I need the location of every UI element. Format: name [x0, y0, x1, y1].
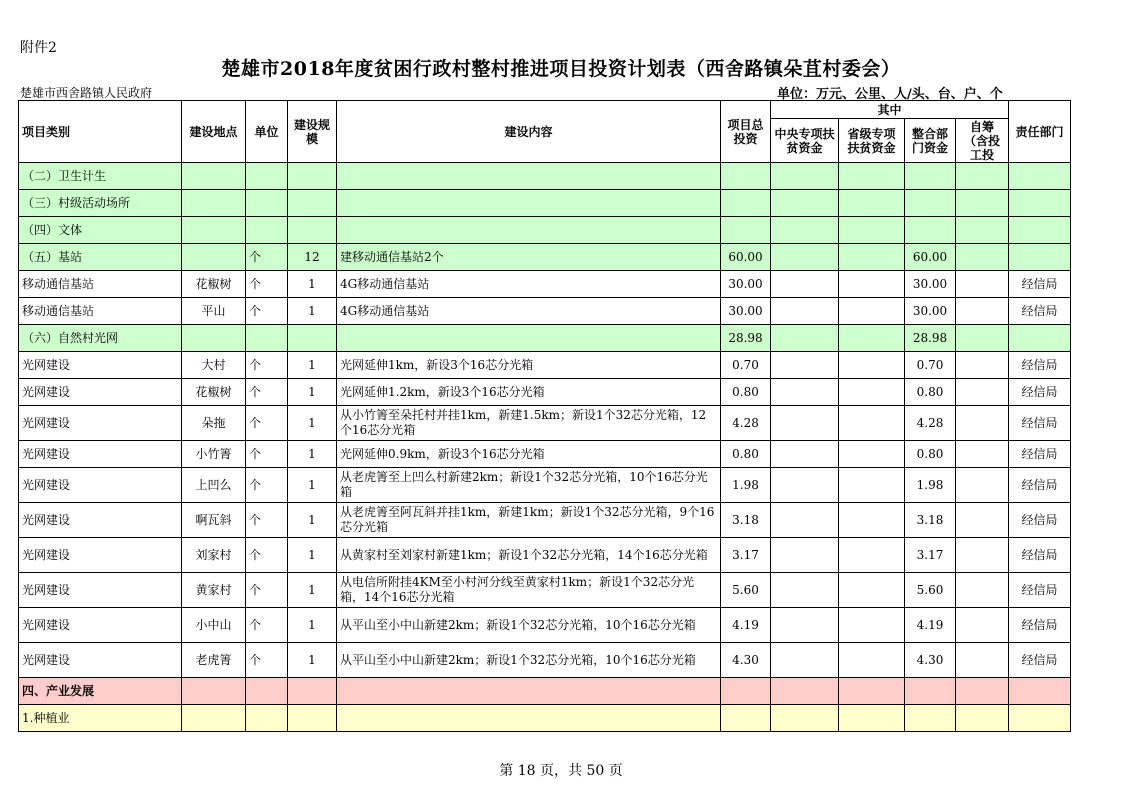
- cell-integrated: 28.98: [905, 325, 956, 352]
- cell-unit: 个: [246, 406, 288, 441]
- cell-category: 光网建设: [19, 608, 182, 643]
- cell-category: 1.种植业: [19, 705, 182, 732]
- unit-note: 单位：万元、公里、人/头、台、户、个: [777, 87, 1003, 102]
- cell-location: 老虎箐: [182, 643, 246, 678]
- cell-central: [771, 678, 839, 705]
- cell-dept: 经信局: [1009, 406, 1071, 441]
- cell-dept: 经信局: [1009, 643, 1071, 678]
- cell-provincial: [839, 271, 905, 298]
- cell-total: 4.30: [721, 643, 771, 678]
- cell-central: [771, 190, 839, 217]
- cell-content: [337, 217, 721, 244]
- cell-integrated: 0.80: [905, 441, 956, 468]
- cell-integrated: 3.18: [905, 503, 956, 538]
- cell-category: 光网建设: [19, 573, 182, 608]
- cell-central: [771, 573, 839, 608]
- table-row: [19, 538, 1071, 573]
- header-self: 自筹（含投工投: [956, 119, 1009, 163]
- investment-table: [18, 100, 1071, 732]
- cell-content: 从老虎箐至上凹么村新建2km；新设1个32芯分光箱，10个16芯分光箱: [337, 468, 721, 503]
- cell-provincial: [839, 190, 905, 217]
- cell-scale: [288, 190, 337, 217]
- cell-location: 花椒树: [182, 271, 246, 298]
- cell-content: 4G移动通信基站: [337, 298, 721, 325]
- cell-provincial: [839, 538, 905, 573]
- cell-integrated: [905, 678, 956, 705]
- cell-provincial: [839, 705, 905, 732]
- cell-central: [771, 441, 839, 468]
- cell-scale: 1: [288, 573, 337, 608]
- cell-dept: [1009, 325, 1071, 352]
- cell-integrated: [905, 163, 956, 190]
- cell-scale: [288, 705, 337, 732]
- cell-scale: 12: [288, 244, 337, 271]
- cell-self: [956, 271, 1009, 298]
- cell-location: 平山: [182, 298, 246, 325]
- cell-scale: 1: [288, 643, 337, 678]
- cell-content: 从电信所附挂4KM至小村河分线至黄家村1km；新设1个32芯分光箱，14个16芯分光箱: [337, 573, 721, 608]
- table-row: [19, 503, 1071, 538]
- cell-central: [771, 538, 839, 573]
- cell-dept: 经信局: [1009, 573, 1071, 608]
- cell-location: 黄家村: [182, 573, 246, 608]
- cell-central: [771, 271, 839, 298]
- cell-total: 0.80: [721, 379, 771, 406]
- cell-self: [956, 643, 1009, 678]
- cell-total: [721, 678, 771, 705]
- cell-self: [956, 608, 1009, 643]
- cell-provincial: [839, 379, 905, 406]
- cell-self: [956, 538, 1009, 573]
- cell-self: [956, 678, 1009, 705]
- cell-integrated: 60.00: [905, 244, 956, 271]
- table-row: [19, 608, 1071, 643]
- cell-category: （五）基站: [19, 244, 182, 271]
- cell-integrated: 4.28: [905, 406, 956, 441]
- table-row: [19, 352, 1071, 379]
- table-row: [19, 468, 1071, 503]
- cell-total: 4.19: [721, 608, 771, 643]
- cell-provincial: [839, 643, 905, 678]
- cell-total: 4.28: [721, 406, 771, 441]
- cell-total: [721, 217, 771, 244]
- cell-unit: 个: [246, 573, 288, 608]
- cell-dept: [1009, 217, 1071, 244]
- cell-dept: [1009, 705, 1071, 732]
- cell-integrated: 4.30: [905, 643, 956, 678]
- cell-scale: 1: [288, 271, 337, 298]
- table-row: [19, 271, 1071, 298]
- cell-scale: [288, 217, 337, 244]
- table-row: [19, 705, 1071, 732]
- cell-category: 光网建设: [19, 643, 182, 678]
- cell-content: 建移动通信基站2个: [337, 244, 721, 271]
- cell-content: 光网延伸0.9km，新设3个16芯分光箱: [337, 441, 721, 468]
- cell-content: [337, 705, 721, 732]
- table-row: [19, 643, 1071, 678]
- cell-location: 上凹么: [182, 468, 246, 503]
- cell-central: [771, 379, 839, 406]
- cell-provincial: [839, 298, 905, 325]
- cell-unit: [246, 163, 288, 190]
- cell-content: 光网延伸1km，新设3个16芯分光箱: [337, 352, 721, 379]
- cell-provincial: [839, 163, 905, 190]
- cell-provincial: [839, 573, 905, 608]
- cell-central: [771, 298, 839, 325]
- cell-total: 30.00: [721, 298, 771, 325]
- cell-integrated: 0.70: [905, 352, 956, 379]
- cell-scale: 1: [288, 298, 337, 325]
- cell-unit: 个: [246, 643, 288, 678]
- cell-category: （二）卫生计生: [19, 163, 182, 190]
- cell-scale: 1: [288, 503, 337, 538]
- cell-total: 0.80: [721, 441, 771, 468]
- cell-central: [771, 325, 839, 352]
- page-title: 楚雄市2018年度贫困行政村整村推进项目投资计划表（西舍路镇朵苴村委会）: [221, 58, 901, 80]
- cell-total: 3.18: [721, 503, 771, 538]
- cell-location: 小中山: [182, 608, 246, 643]
- cell-total: [721, 163, 771, 190]
- cell-location: 大村: [182, 352, 246, 379]
- cell-total: [721, 190, 771, 217]
- cell-provincial: [839, 608, 905, 643]
- cell-integrated: 30.00: [905, 298, 956, 325]
- cell-scale: 1: [288, 441, 337, 468]
- cell-provincial: [839, 352, 905, 379]
- cell-self: [956, 573, 1009, 608]
- page-footer: 第 18 页，共 50 页: [499, 763, 623, 779]
- cell-unit: 个: [246, 503, 288, 538]
- cell-category: （四）文体: [19, 217, 182, 244]
- organization-label: 楚雄市西舍路镇人民政府: [20, 86, 153, 100]
- cell-unit: 个: [246, 441, 288, 468]
- cell-content: 从平山至小中山新建2km；新设1个32芯分光箱，10个16芯分光箱: [337, 608, 721, 643]
- cell-integrated: 1.98: [905, 468, 956, 503]
- cell-provincial: [839, 325, 905, 352]
- cell-integrated: [905, 217, 956, 244]
- cell-content: [337, 190, 721, 217]
- cell-location: 刘家村: [182, 538, 246, 573]
- cell-dept: 经信局: [1009, 271, 1071, 298]
- cell-scale: [288, 163, 337, 190]
- cell-category: 光网建设: [19, 352, 182, 379]
- cell-dept: 经信局: [1009, 379, 1071, 406]
- cell-category: 移动通信基站: [19, 271, 182, 298]
- cell-unit: [246, 678, 288, 705]
- cell-central: [771, 352, 839, 379]
- cell-category: 四、产业发展: [19, 678, 182, 705]
- cell-category: 光网建设: [19, 441, 182, 468]
- header-unit: 单位: [246, 101, 288, 163]
- table-row: [19, 406, 1071, 441]
- header-central: 中央专项扶贫资金: [771, 119, 839, 163]
- cell-content: 从老虎箐至阿瓦斜并挂1km，新建1km；新设1个32芯分光箱，9个16芯分光箱: [337, 503, 721, 538]
- header-total: 项目总投资: [721, 101, 771, 163]
- cell-dept: 经信局: [1009, 441, 1071, 468]
- cell-category: 光网建设: [19, 406, 182, 441]
- cell-provincial: [839, 468, 905, 503]
- cell-central: [771, 163, 839, 190]
- cell-integrated: 3.17: [905, 538, 956, 573]
- cell-content: 光网延伸1.2km，新设3个16芯分光箱: [337, 379, 721, 406]
- table-row: [19, 190, 1071, 217]
- table-row: [19, 163, 1071, 190]
- header-integrated: 整合部门资金: [905, 119, 956, 163]
- table-row: [19, 217, 1071, 244]
- cell-integrated: 4.19: [905, 608, 956, 643]
- cell-dept: 经信局: [1009, 352, 1071, 379]
- cell-scale: 1: [288, 608, 337, 643]
- cell-content: 从黄家村至刘家村新建1km；新设1个32芯分光箱，14个16芯分光箱: [337, 538, 721, 573]
- cell-total: [721, 705, 771, 732]
- cell-provincial: [839, 678, 905, 705]
- cell-central: [771, 217, 839, 244]
- cell-central: [771, 244, 839, 271]
- cell-content: [337, 163, 721, 190]
- cell-total: 60.00: [721, 244, 771, 271]
- cell-scale: 1: [288, 468, 337, 503]
- cell-unit: [246, 705, 288, 732]
- cell-self: [956, 163, 1009, 190]
- cell-total: 28.98: [721, 325, 771, 352]
- cell-total: 1.98: [721, 468, 771, 503]
- cell-integrated: 30.00: [905, 271, 956, 298]
- cell-self: [956, 325, 1009, 352]
- cell-self: [956, 468, 1009, 503]
- cell-self: [956, 244, 1009, 271]
- cell-integrated: 5.60: [905, 573, 956, 608]
- cell-location: [182, 678, 246, 705]
- cell-unit: 个: [246, 244, 288, 271]
- cell-location: [182, 244, 246, 271]
- cell-location: 啊瓦斜: [182, 503, 246, 538]
- cell-category: 光网建设: [19, 379, 182, 406]
- cell-location: 小竹箐: [182, 441, 246, 468]
- table-row: [19, 379, 1071, 406]
- cell-scale: [288, 325, 337, 352]
- cell-location: 朵拖: [182, 406, 246, 441]
- cell-self: [956, 298, 1009, 325]
- table-row: [19, 325, 1071, 352]
- cell-category: 光网建设: [19, 468, 182, 503]
- cell-unit: [246, 325, 288, 352]
- table-row: [19, 573, 1071, 608]
- table-row: [19, 244, 1071, 271]
- cell-unit: 个: [246, 271, 288, 298]
- cell-total: 3.17: [721, 538, 771, 573]
- cell-location: [182, 325, 246, 352]
- cell-self: [956, 379, 1009, 406]
- cell-scale: 1: [288, 538, 337, 573]
- cell-provincial: [839, 244, 905, 271]
- cell-self: [956, 441, 1009, 468]
- header-scale: 建设规模: [288, 101, 337, 163]
- cell-total: 0.70: [721, 352, 771, 379]
- cell-category: 移动通信基站: [19, 298, 182, 325]
- table-row: [19, 298, 1071, 325]
- cell-scale: [288, 678, 337, 705]
- cell-total: 30.00: [721, 271, 771, 298]
- cell-category: （三）村级活动场所: [19, 190, 182, 217]
- header-provincial: 省级专项扶贫资金: [839, 119, 905, 163]
- cell-central: [771, 643, 839, 678]
- cell-scale: 1: [288, 379, 337, 406]
- cell-location: 花椒树: [182, 379, 246, 406]
- cell-unit: [246, 217, 288, 244]
- cell-self: [956, 406, 1009, 441]
- cell-provincial: [839, 406, 905, 441]
- cell-self: [956, 190, 1009, 217]
- header-category: 项目类别: [19, 101, 182, 163]
- cell-provincial: [839, 503, 905, 538]
- cell-dept: 经信局: [1009, 538, 1071, 573]
- cell-integrated: 0.80: [905, 379, 956, 406]
- cell-self: [956, 217, 1009, 244]
- cell-scale: 1: [288, 406, 337, 441]
- cell-integrated: [905, 190, 956, 217]
- cell-central: [771, 608, 839, 643]
- cell-self: [956, 352, 1009, 379]
- cell-unit: 个: [246, 379, 288, 406]
- cell-self: [956, 503, 1009, 538]
- cell-dept: 经信局: [1009, 608, 1071, 643]
- table-row: [19, 678, 1071, 705]
- header-location: 建设地点: [182, 101, 246, 163]
- cell-location: [182, 163, 246, 190]
- cell-category: （六）自然村光网: [19, 325, 182, 352]
- cell-category: 光网建设: [19, 503, 182, 538]
- header-content: 建设内容: [337, 101, 721, 163]
- cell-location: [182, 190, 246, 217]
- cell-unit: 个: [246, 352, 288, 379]
- cell-category: 光网建设: [19, 538, 182, 573]
- cell-content: 4G移动通信基站: [337, 271, 721, 298]
- cell-central: [771, 468, 839, 503]
- cell-dept: [1009, 190, 1071, 217]
- cell-unit: 个: [246, 608, 288, 643]
- cell-total: 5.60: [721, 573, 771, 608]
- cell-central: [771, 503, 839, 538]
- cell-central: [771, 705, 839, 732]
- cell-dept: [1009, 163, 1071, 190]
- cell-provincial: [839, 217, 905, 244]
- cell-location: [182, 705, 246, 732]
- cell-content: 从小竹箐至朵托村并挂1km，新建1.5km；新设1个32芯分光箱，12个16芯分光箱: [337, 406, 721, 441]
- cell-central: [771, 406, 839, 441]
- cell-content: [337, 678, 721, 705]
- table-body: [19, 163, 1071, 732]
- cell-unit: 个: [246, 468, 288, 503]
- header-dept: 责任部门: [1009, 101, 1071, 163]
- cell-unit: 个: [246, 538, 288, 573]
- cell-content: [337, 325, 721, 352]
- cell-location: [182, 217, 246, 244]
- cell-integrated: [905, 705, 956, 732]
- cell-dept: [1009, 678, 1071, 705]
- cell-unit: 个: [246, 298, 288, 325]
- cell-content: 从平山至小中山新建2km；新设1个32芯分光箱，10个16芯分光箱: [337, 643, 721, 678]
- cell-dept: 经信局: [1009, 503, 1071, 538]
- cell-dept: [1009, 244, 1071, 271]
- header-among: 其中: [771, 101, 1009, 119]
- cell-provincial: [839, 441, 905, 468]
- table-row: [19, 441, 1071, 468]
- cell-dept: 经信局: [1009, 298, 1071, 325]
- cell-scale: 1: [288, 352, 337, 379]
- cell-dept: 经信局: [1009, 468, 1071, 503]
- attachment-label: 附件2: [20, 40, 57, 56]
- cell-unit: [246, 190, 288, 217]
- cell-self: [956, 705, 1009, 732]
